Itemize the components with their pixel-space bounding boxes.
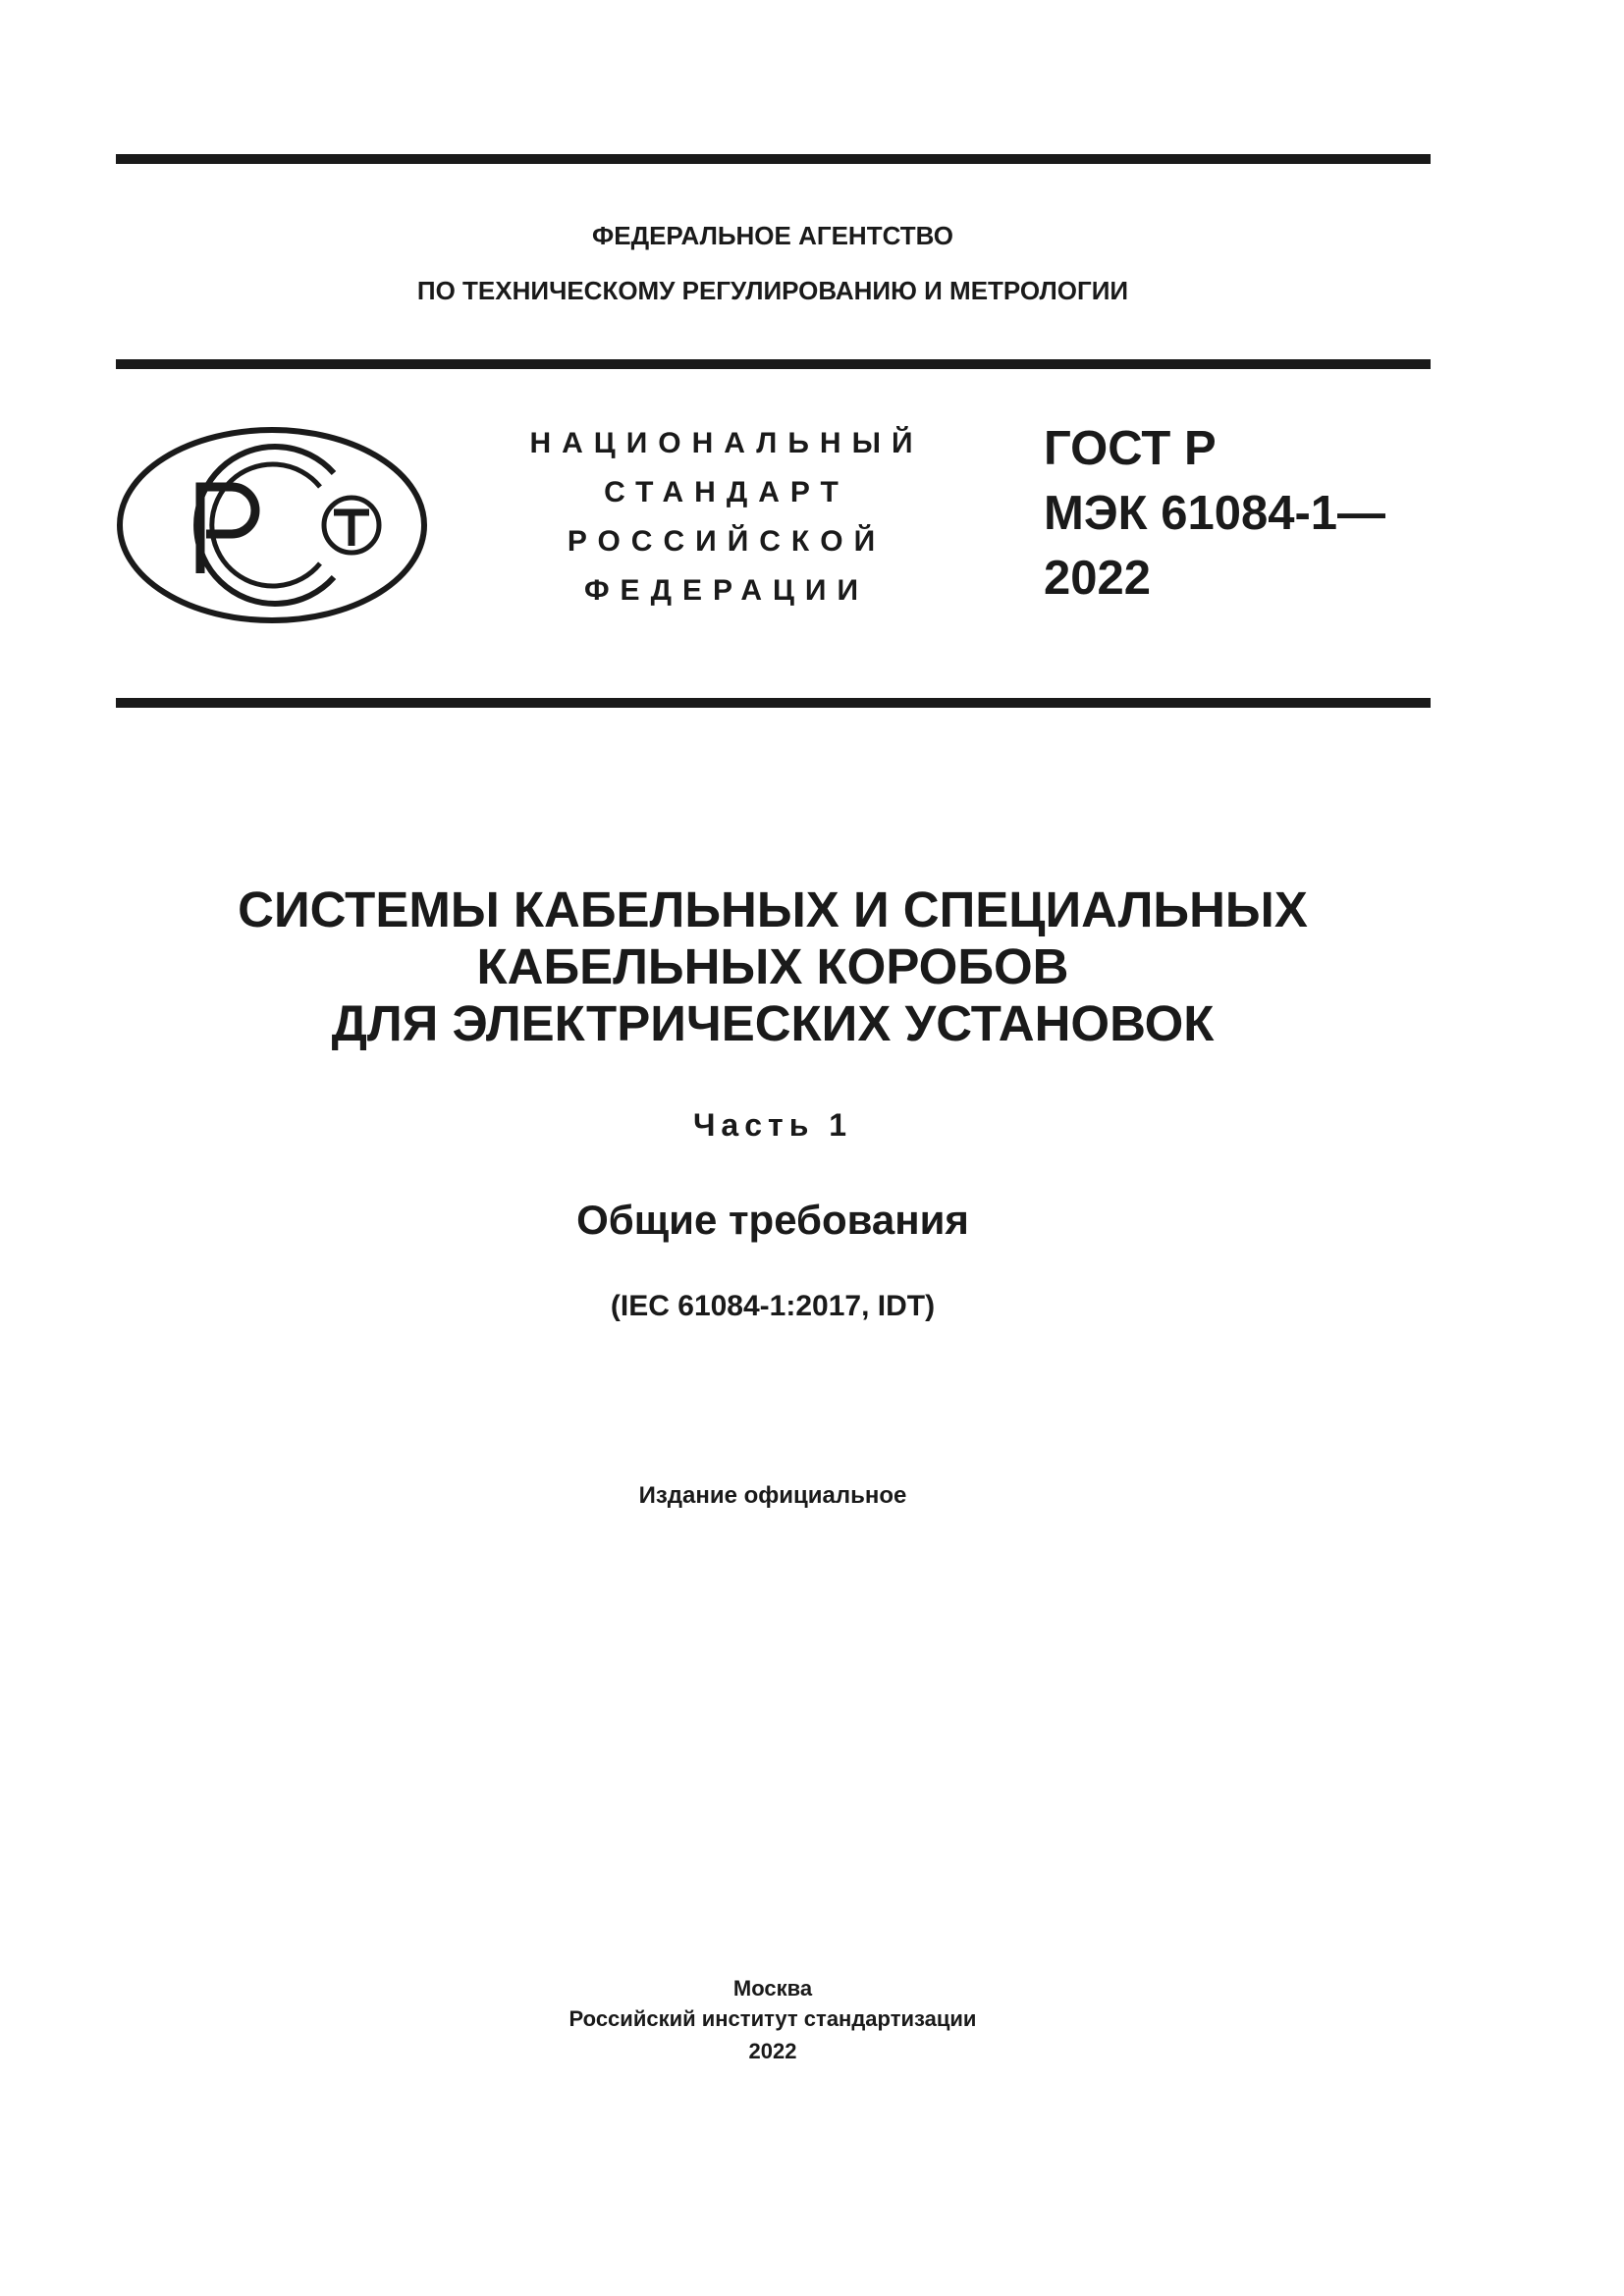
footer-city: Москва xyxy=(732,1976,813,2001)
equivalence-note: (IEC 61084-1:2017, IDT) xyxy=(610,1290,936,1322)
agency-header xyxy=(0,208,1545,318)
agency-line-1: ФЕДЕРАЛЬНОЕ АГЕНТСТВО xyxy=(592,221,953,250)
header-rule xyxy=(116,359,1431,369)
natstd-line-4: ФЕДЕРАЦИИ xyxy=(583,574,870,607)
footer-publisher: Российский институт стандартизации xyxy=(568,2006,977,2031)
section-rule xyxy=(116,698,1431,708)
publisher-footer xyxy=(0,1973,1545,2066)
natstd-line-1: НАЦИОНАЛЬНЫЙ xyxy=(529,427,924,459)
document-subtitle: Общие требования xyxy=(576,1197,969,1243)
title-line-2: КАБЕЛЬНЫХ КОРОБОВ xyxy=(476,938,1069,994)
designation-line-3: 2022 xyxy=(1044,552,1152,605)
standard-designation xyxy=(1044,416,1385,611)
edition-label: Издание официальное xyxy=(638,1482,907,1509)
part-label: Часть 1 xyxy=(692,1107,853,1143)
natstd-line-3: РОССИЙСКОЙ xyxy=(567,525,887,558)
designation-line-2: МЭК 61084-1— xyxy=(1044,487,1386,540)
footer-year: 2022 xyxy=(748,2039,797,2063)
natstd-line-2: СТАНДАРТ xyxy=(604,476,849,508)
designation-line-1: ГОСТ Р xyxy=(1044,422,1217,475)
top-rule xyxy=(116,154,1431,164)
title-line-3: ДЛЯ ЭЛЕКТРИЧЕСКИХ УСТАНОВОК xyxy=(331,995,1215,1051)
document-title xyxy=(0,881,1545,1052)
national-standard-label xyxy=(511,419,943,615)
title-line-1: СИСТЕМЫ КАБЕЛЬНЫХ И СПЕЦИАЛЬНЫХ xyxy=(238,881,1308,937)
rst-emblem-icon xyxy=(116,426,428,624)
agency-line-2: ПО ТЕХНИЧЕСКОМУ РЕГУЛИРОВАНИЮ И МЕТРОЛОГИИ xyxy=(416,276,1129,305)
